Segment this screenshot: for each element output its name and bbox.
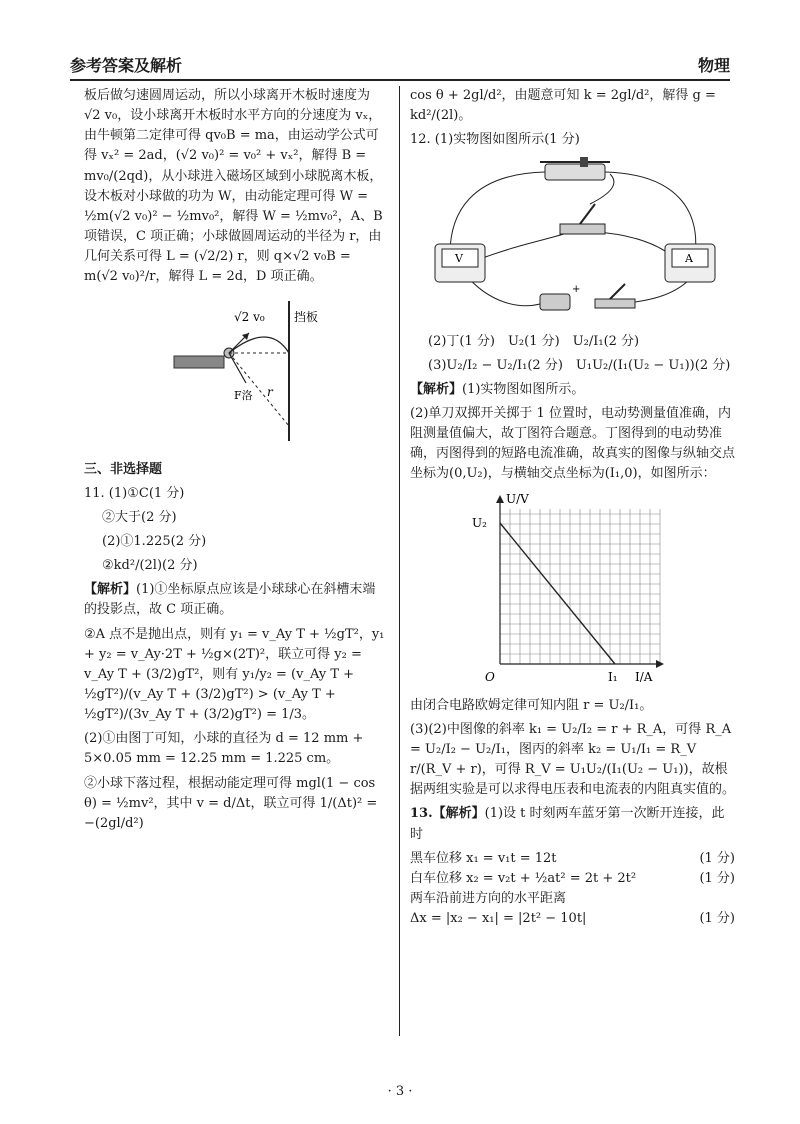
q13-intro-text: (1)设 t 时刻两车蓝牙第一次断开连接，此时: [410, 806, 725, 842]
plank: [174, 356, 224, 368]
trajectory-arc: [229, 337, 289, 353]
force-arrow: [229, 353, 246, 383]
q12-line-3: (3)U₂/I₂ − U₂/I₁(2 分) U₁U₂/(I₁(U₂ − U₁))(2 分): [428, 357, 731, 373]
y-tick-u2: U₂: [472, 515, 487, 530]
q12-line-2: (2)丁(1 分) U₂(1 分) U₂/I₁(2 分): [428, 333, 640, 349]
rheostat-body: [545, 164, 605, 180]
header-left-title: 参考答案及解析: [70, 56, 183, 75]
q11-line-4: ②kd²/(2l)(2 分): [102, 558, 198, 574]
q11-line-2: ②大于(2 分): [102, 509, 177, 525]
y-axis-label: U/V: [506, 491, 529, 506]
q13-row-text: Δx = |x₂ − x₁| = |2t² − 10t|: [410, 911, 587, 927]
x-tick-i1: I₁: [608, 669, 618, 684]
q12-analysis-1-text: (1)实物图如图所示。: [462, 381, 585, 397]
q13-row-score: (1 分): [699, 850, 735, 866]
q12-after-2: (3)(2)中图像的斜率 k₁ = U₂/I₂ = r + R_A，可得 R_A = U₂/I₂ − U₂/I₁，图丙的斜率 k₂ = U₁/I₁ = R_V r/(R_V + r)，可得 R_V = U₁U₂/(I₁(U₂ − U₁))，故根据两组实验是可以求得电压表和电流表的内阻真实值的。: [410, 721, 736, 798]
q13-row-text: 白车位移 x₂ = v₂t + ½at² = 2t + 2t²: [410, 870, 637, 886]
q13-intro: [410, 804, 735, 844]
intro-paragraph: 板后做匀速圆周运动，所以小球离开木板时速度为 √2 v₀，设小球离开木板时水平方向的分速度为 vₓ，由牛顿第二定律可得 qv₀B = ma，由运动学公式可得 vₓ² = 2ad，(√2 v₀)² = v₀² + vₓ²，解得 B = mv₀/(2qd)，从小球进入磁场区域到小球脱离木板，设木板对小球做的功为 W，由动能定理可得 W = ½m(√2 v₀)² − ½mv₀²，解得 W = ½mv₀²，A、B 项错误，C 项正确；小球做圆周运动的半径为 r，由几何关系可得 L = (√2/2) r，则 q×√2 v₀B = m(√2 v₀)²/r，解得 L = 2d，D 项正确。: [84, 88, 383, 285]
wire-1: [450, 172, 545, 254]
dpdt-switch-lever: [580, 204, 595, 224]
q12-line-1: 12. (1)实物图如图所示(1 分): [410, 132, 580, 148]
q11-analysis-2: ②A 点不是抛出点，则有 y₁ = v_Ay T + ½gT²，y₁ + y₂ = v_Ay·2T + ½g×(2T)²，联立可得 y₂ = v_Ay T + (3/2)gT²，则有 y₁/y₂ = (v_Ay T + ½gT²)/(v_Ay T + (3/2)gT²) > (v_Ay T + ½gT²)/(3v_Ay T + (3/2)gT²) = 1/3。: [84, 626, 385, 723]
battery-plus: +: [572, 284, 581, 296]
q13-row-text: 黑车位移 x₁ = v₁t = 12t: [410, 850, 557, 866]
wire-5: [480, 232, 570, 259]
q12-analysis-2: (2)单刀双掷开关掷于 1 位置时，电动势测量值准确，内阻测量值偏大，故丁图符合题意。丁图得到的电动势准确，丙图得到的短路电流准确，故真实的图像与纵轴交点坐标为(0,U₂)，与横轴交点坐标为(I₁,0)，如图所示：: [410, 405, 736, 482]
velocity-label: √2 v₀: [234, 310, 265, 325]
q11-line-1: 11. (1)①C(1 分): [84, 485, 185, 501]
q11-analysis-1: [84, 580, 388, 620]
dpdt-switch-base: [560, 224, 605, 234]
origin-label: O: [485, 669, 495, 684]
q13-row: [410, 869, 735, 889]
q13-row-text: 两车沿前进方向的水平距离: [410, 890, 567, 906]
page-header: [70, 50, 730, 76]
right-column: [410, 86, 735, 929]
force-label: F洛: [234, 389, 253, 403]
q11-analysis-3: (2)①由图丁可知，小球的直径为 d = 12 mm + 5×0.05 mm = 12.25 mm = 1.225 cm。: [84, 731, 364, 767]
graph-grid: [500, 509, 660, 664]
column-divider: [399, 86, 400, 1036]
single-switch-base: [595, 299, 635, 308]
q13-row-score: (1 分): [699, 911, 735, 927]
q11-analysis-1-text: (1)①坐标原点应该是小球球心在斜槽末端的投影点，故 C 项正确。: [84, 582, 376, 618]
ammeter-label: A: [685, 252, 693, 266]
section-title: 三、非选择题: [84, 461, 163, 477]
radius-label: r: [267, 385, 273, 400]
q11-analysis-4: ②小球下落过程，根据动能定理可得 mgl(1 − cos θ) = ½mv²，其中 v = d/Δt，联立可得 1/(Δt)² = −(2gl/d²): [84, 775, 378, 831]
q12-analysis-1: [410, 380, 735, 400]
x-axis-label: I/A: [635, 669, 653, 684]
q13-row: [410, 909, 735, 929]
circuit-diagram: [410, 154, 730, 324]
y-axis-arrowhead: [496, 495, 504, 503]
continuation-line: cos θ + 2gl/d²，由题意可知 k = 2gl/d²，解得 g = kd²/(2l)。: [410, 88, 716, 124]
q12-analysis-tag: 【解析】: [410, 381, 463, 397]
wire-2: [605, 172, 696, 254]
q11-analysis-tag: 【解析】: [84, 582, 137, 598]
voltmeter-label: V: [455, 252, 463, 266]
left-column: [84, 86, 388, 838]
single-switch-lever: [610, 284, 625, 299]
battery: [540, 294, 570, 310]
q13-tag: 13.【解析】: [410, 806, 485, 822]
q11-line-3: (2)①1.225(2 分): [102, 533, 207, 549]
header-rule: [70, 79, 730, 81]
u-i-graph: [410, 489, 730, 689]
wire-6: [595, 232, 675, 259]
page-number: · 3 ·: [387, 1084, 413, 1099]
board-label: 挡板: [294, 310, 319, 325]
circular-motion-diagram: [84, 291, 384, 446]
q13-row: [410, 889, 735, 909]
q13-row-score: (1 分): [699, 870, 735, 886]
q13-row: [410, 849, 735, 869]
q12-after-1: 由闭合电路欧姆定律可知内阻 r = U₂/I₁。: [410, 697, 653, 713]
rheostat-slider: [580, 157, 588, 167]
header-subject: 物理: [697, 56, 730, 75]
